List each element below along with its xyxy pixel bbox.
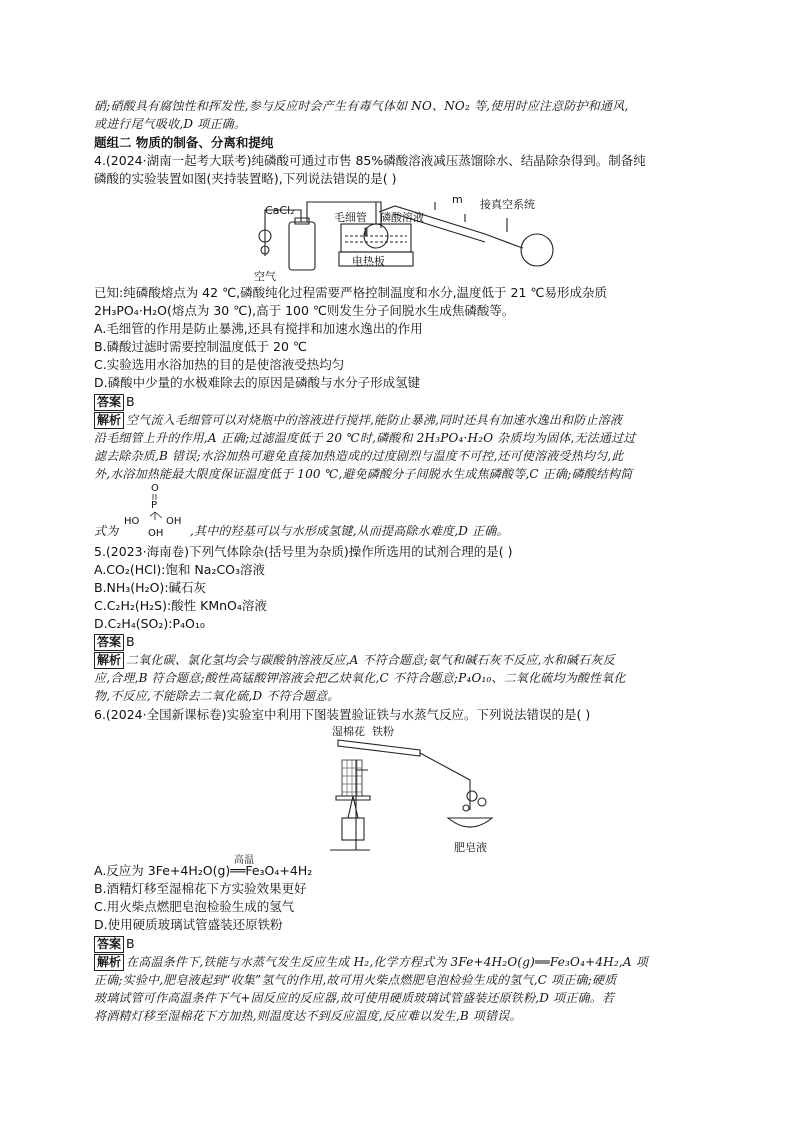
struct-oh-bottom: OH	[148, 528, 164, 539]
question-4-note: 2H₃PO₄·H₂O(熔点为 30 ℃),高于 100 ℃则发生分子间脱水生成焦磷酸等。	[94, 303, 515, 318]
label-capillary: 毛细管	[334, 211, 367, 224]
analysis-text: 二氧化碳、氯化氢均会与碳酸钠溶液反应,A 不符合题意;氨气和碱石灰不反应,水和碱石灰反	[126, 653, 615, 667]
option-c: C.C₂H₂(H₂S):酸性 KMnO₄溶液	[94, 598, 267, 613]
label-cacl2: CaCl₂	[265, 204, 295, 217]
struct-o: O	[151, 483, 159, 494]
analysis-tag: 解析	[94, 412, 124, 429]
option-a: A.CO₂(HCl):饱和 Na₂CO₃溶液	[94, 562, 266, 577]
analysis-text: 将酒精灯移至湿棉花下方加热,则温度达不到反应温度,反应难以发生,B 项错误。	[94, 1009, 522, 1023]
option-d: D.磷酸中少量的水极难除去的原因是磷酸与水分子形成氢键	[94, 375, 421, 390]
analysis-line	[94, 651, 615, 669]
struct-oh: OH	[166, 516, 182, 527]
answer-value: B	[126, 936, 135, 951]
option-b: B.酒精灯移至湿棉花下方实验效果更好	[94, 881, 307, 896]
analysis-text: 外,水浴加热能最大限度保证温度低于 100 ℃,避免磷酸分子间脱水生成焦磷酸等,C 正确;磷酸结构简	[94, 467, 633, 481]
question-6-stem: 6.(2024·全国新课标卷)实验室中利用下图装置验证铁与水蒸气反应。下列说法错误的是( )	[94, 707, 591, 722]
option-a: A.毛细管的作用是防止暴沸,还具有搅拌和加速水逸出的作用	[94, 321, 423, 336]
analysis-tag: 解析	[94, 652, 124, 669]
analysis-text: 正确;实验中,肥皂液起到“收集”氢气的作用,故可用火柴点燃肥皂泡检验生成的氢气,C 项正确;硬质	[94, 973, 617, 987]
analysis-line	[94, 411, 622, 429]
label-vacuum: 接真空系统	[480, 198, 535, 211]
section-heading: 题组二 物质的制备、分离和提纯	[94, 135, 274, 150]
label-heater: 电热板	[352, 255, 385, 268]
answer-value: B	[126, 634, 135, 649]
analysis-text: 滤去除杂质,B 错误;水浴加热可避免直接加热造成的过度剧烈与温度不可控,还可使溶液受热均匀,此	[94, 449, 624, 463]
struct-ho: HO	[124, 516, 140, 527]
label-m: m	[452, 193, 463, 206]
question-4-note: 已知:纯磷酸熔点为 42 ℃,磷酸纯化过程需要严格控制温度和水分,温度低于 21 ℃易形成杂质	[94, 285, 607, 300]
analysis-text: 物,不反应,不能除去二氧化硫,D 不符合题意。	[94, 689, 340, 703]
question-5-stem: 5.(2023·海南卷)下列气体除杂(括号里为杂质)操作所选用的试剂合理的是( )	[94, 544, 513, 559]
answer-tag: 答案	[94, 936, 124, 953]
label-wet-cotton: 湿棉花	[332, 725, 365, 738]
label-iron-powder: 铁粉	[372, 725, 394, 738]
question-4-stem: 磷酸的实验装置如图(夹持装置略),下列说法错误的是( )	[94, 171, 397, 186]
answer-tag: 答案	[94, 634, 124, 651]
analysis-text: ,其中的羟基可以与水形成氢键,从而提高除水难度,D 正确。	[190, 524, 509, 538]
answer-line	[94, 935, 135, 953]
analysis-text: 在高温条件下,铁能与水蒸气发生反应生成 H₂,化学方程式为 3Fe+4H₂O(g)══Fe₃O₄+4H₂,A 项	[126, 955, 648, 969]
iron-steam-apparatus-figure	[320, 730, 510, 854]
analysis-tag: 解析	[94, 954, 124, 971]
question-4-stem: 4.(2024·湖南一起考大联考)纯磷酸可通过市售 85%磷酸溶液减压蒸馏除水、结晶除杂得到。制备纯	[94, 153, 646, 168]
label-soap-solution: 肥皂液	[454, 841, 487, 854]
struct-p: P	[151, 500, 158, 511]
analysis-text: 应,合理,B 符合题意;酸性高锰酸钾溶液会把乙炔氧化,C 不符合题意;P₄O₁₀、二氧化硫均为酸性氧化	[94, 671, 626, 685]
analysis-text: 沿毛细管上升的作用,A 正确;过滤温度低于 20 ℃时,磷酸和 2H₃PO₄·H₂O 杂质均为固体,无法通过过	[94, 431, 636, 445]
option-c: C.实验选用水浴加热的目的是使溶液受热均匀	[94, 357, 345, 372]
text-line: 或进行尾气吸收,D 项正确。	[94, 117, 247, 131]
analysis-text: 玻璃试管可作高温条件下气+固反应的反应器,故可使用硬质玻璃试管盛装还原铁粉,D 项正确。若	[94, 991, 615, 1005]
text-line: 硝;硝酸具有腐蚀性和挥发性,参与反应时会产生有毒气体如 NO、NO₂ 等,使用时应注意防护和通风,	[94, 99, 629, 113]
option-b: B.磷酸过滤时需要控制温度低于 20 ℃	[94, 339, 307, 354]
option-c: C.用火柴点燃肥皂泡检验生成的氢气	[94, 899, 295, 914]
reaction-condition: 高温	[234, 855, 254, 866]
answer-tag: 答案	[94, 394, 124, 411]
analysis-line	[94, 953, 648, 971]
option-b: B.NH₃(H₂O):碱石灰	[94, 580, 207, 595]
option-d: D.C₂H₄(SO₂):P₄O₁₀	[94, 616, 205, 631]
answer-value: B	[126, 394, 135, 409]
label-phosphoric-solution: 磷酸溶液	[380, 211, 424, 224]
analysis-text: 空气流入毛细管可以对烧瓶中的溶液进行搅拌,能防止暴沸,同时还具有加速水逸出和防止溶液	[126, 413, 623, 427]
answer-line	[94, 633, 135, 651]
answer-line	[94, 393, 135, 411]
option-a: A.反应为 3Fe+4H₂O(g)══Fe₃O₄+4H₂	[94, 863, 313, 878]
analysis-text: 式为	[94, 524, 119, 538]
option-d: D.使用硬质玻璃试管盛装还原铁粉	[94, 917, 283, 932]
label-air: 空气	[254, 270, 276, 283]
